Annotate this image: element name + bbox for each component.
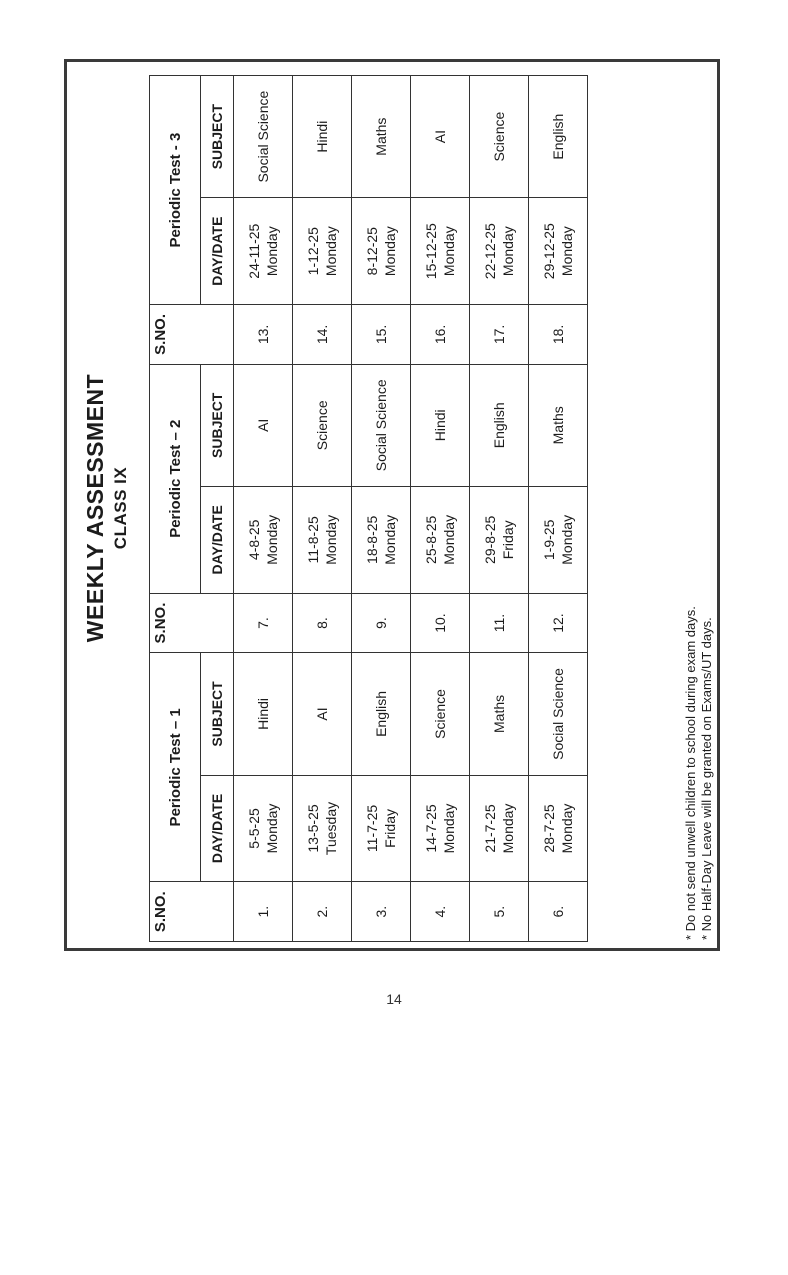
sno-cell: 15.: [352, 305, 411, 365]
day-value: Monday: [441, 226, 457, 277]
date-value: 22-12-25: [482, 223, 498, 280]
subject-cell: AI: [293, 653, 352, 775]
date-value: 5-5-25: [246, 808, 262, 849]
sno-cell: 3.: [352, 882, 411, 942]
subject-cell: Maths: [529, 364, 588, 486]
date-value: 14-7-25: [423, 804, 439, 853]
header-sno-pt3: S.NO.: [150, 305, 234, 365]
sno-cell: 14.: [293, 305, 352, 365]
sno-cell: 8.: [293, 593, 352, 653]
sno-cell: 9.: [352, 593, 411, 653]
table-row: [529, 76, 588, 942]
date-value: 29-8-25: [482, 515, 498, 564]
date-value: 1-12-25: [305, 227, 321, 276]
date-value: 18-8-25: [364, 515, 380, 564]
table-body: [234, 76, 588, 942]
date-cell: [293, 775, 352, 882]
subject-cell: Hindi: [411, 364, 470, 486]
sno-cell: 18.: [529, 305, 588, 365]
sno-cell: 4.: [411, 882, 470, 942]
date-cell: [411, 775, 470, 882]
date-value: 11-8-25: [305, 516, 321, 564]
sno-cell: 17.: [470, 305, 529, 365]
date-value: 8-12-25: [364, 227, 380, 276]
day-value: Monday: [323, 514, 339, 565]
subject-cell: Social Science: [234, 76, 293, 198]
sno-cell: 6.: [529, 882, 588, 942]
day-value: Monday: [441, 514, 457, 565]
date-cell: [352, 198, 411, 305]
header-pt1: Periodic Test – 1: [150, 653, 201, 882]
subject-cell: AI: [411, 76, 470, 198]
header-date-pt3: DAY/DATE: [201, 198, 234, 305]
subject-cell: English: [470, 364, 529, 486]
day-value: Monday: [264, 226, 280, 277]
sno-cell: 12.: [529, 593, 588, 653]
date-value: 13-5-25: [305, 804, 321, 853]
table-row: [470, 76, 529, 942]
header-subject-pt2: SUBJECT: [201, 364, 234, 486]
header-date-pt2: DAY/DATE: [201, 486, 234, 593]
date-value: 21-7-25: [482, 804, 498, 853]
day-value: Monday: [264, 803, 280, 854]
date-cell: [293, 198, 352, 305]
header-pt3: Periodic Test - 3: [150, 76, 201, 305]
sno-cell: 13.: [234, 305, 293, 365]
sno-cell: 7.: [234, 593, 293, 653]
day-value: Friday: [500, 520, 516, 560]
sno-cell: 16.: [411, 305, 470, 365]
day-value: Monday: [500, 803, 516, 854]
day-value: Monday: [382, 226, 398, 277]
date-value: 4-8-25: [246, 519, 262, 561]
subject-cell: English: [352, 653, 411, 775]
table-row: [411, 76, 470, 942]
header-date-pt1: DAY/DATE: [201, 775, 234, 882]
date-cell: [234, 486, 293, 593]
table-row: [293, 76, 352, 942]
day-value: Monday: [559, 514, 575, 565]
header-sno-pt1: S.NO.: [150, 882, 234, 942]
assessment-table: [149, 75, 588, 942]
subject-cell: Social Science: [352, 364, 411, 486]
header-subject-pt3: SUBJECT: [201, 76, 234, 198]
date-cell: [234, 775, 293, 882]
date-cell: [293, 486, 352, 593]
date-cell: [352, 775, 411, 882]
day-value: Monday: [559, 226, 575, 277]
table-row: [352, 76, 411, 942]
day-value: Monday: [559, 803, 575, 854]
date-cell: [470, 486, 529, 593]
sno-cell: 2.: [293, 882, 352, 942]
date-cell: [529, 486, 588, 593]
page-title: WEEKLY ASSESSMENT: [82, 373, 108, 643]
date-value: 11-7-25: [364, 804, 380, 853]
date-cell: [470, 198, 529, 305]
date-cell: [470, 775, 529, 882]
date-cell: [352, 486, 411, 593]
date-cell: [529, 775, 588, 882]
day-value: Friday: [382, 809, 398, 848]
notes: [683, 606, 715, 940]
subject-cell: Social Science: [529, 653, 588, 775]
page-subtitle: CLASS IX: [111, 466, 130, 550]
subject-cell: Science: [293, 364, 352, 486]
date-cell: [411, 198, 470, 305]
day-value: Monday: [441, 803, 457, 854]
subject-cell: Science: [470, 76, 529, 198]
subject-cell: Maths: [352, 76, 411, 198]
date-cell: [529, 198, 588, 305]
schedule-frame: [64, 59, 720, 951]
date-value: 25-8-25: [423, 515, 439, 564]
header-sno-pt2: S.NO.: [150, 593, 234, 653]
sno-cell: 10.: [411, 593, 470, 653]
day-value: Tuesday: [323, 801, 339, 856]
day-value: Monday: [264, 514, 280, 565]
date-value: 28-7-25: [541, 804, 557, 853]
subject-cell: Hindi: [293, 76, 352, 198]
sno-cell: 5.: [470, 882, 529, 942]
rotated-content: [67, 62, 723, 954]
note-line: * Do not send unwell children to school during exam days.: [683, 606, 698, 940]
sno-cell: 1.: [234, 882, 293, 942]
day-value: Monday: [500, 226, 516, 277]
sno-cell: 11.: [470, 593, 529, 653]
date-value: 15-12-25: [423, 223, 439, 280]
header-pt2: Periodic Test – 2: [150, 364, 201, 593]
date-value: 24-11-25: [246, 223, 262, 279]
day-value: Monday: [382, 514, 398, 565]
subject-cell: English: [529, 76, 588, 198]
page-number: 14: [386, 991, 402, 1007]
date-cell: [411, 486, 470, 593]
date-cell: [234, 198, 293, 305]
note-line: * No Half-Day Leave will be granted on Exams/UT days.: [699, 617, 714, 940]
subject-cell: Maths: [470, 653, 529, 775]
header-subject-pt1: SUBJECT: [201, 653, 234, 775]
subject-cell: Science: [411, 653, 470, 775]
table-row: [234, 76, 293, 942]
day-value: Monday: [323, 226, 339, 277]
date-value: 1-9-25: [541, 519, 557, 561]
date-value: 29-12-25: [541, 223, 557, 280]
subject-cell: AI: [234, 364, 293, 486]
subject-cell: Hindi: [234, 653, 293, 775]
